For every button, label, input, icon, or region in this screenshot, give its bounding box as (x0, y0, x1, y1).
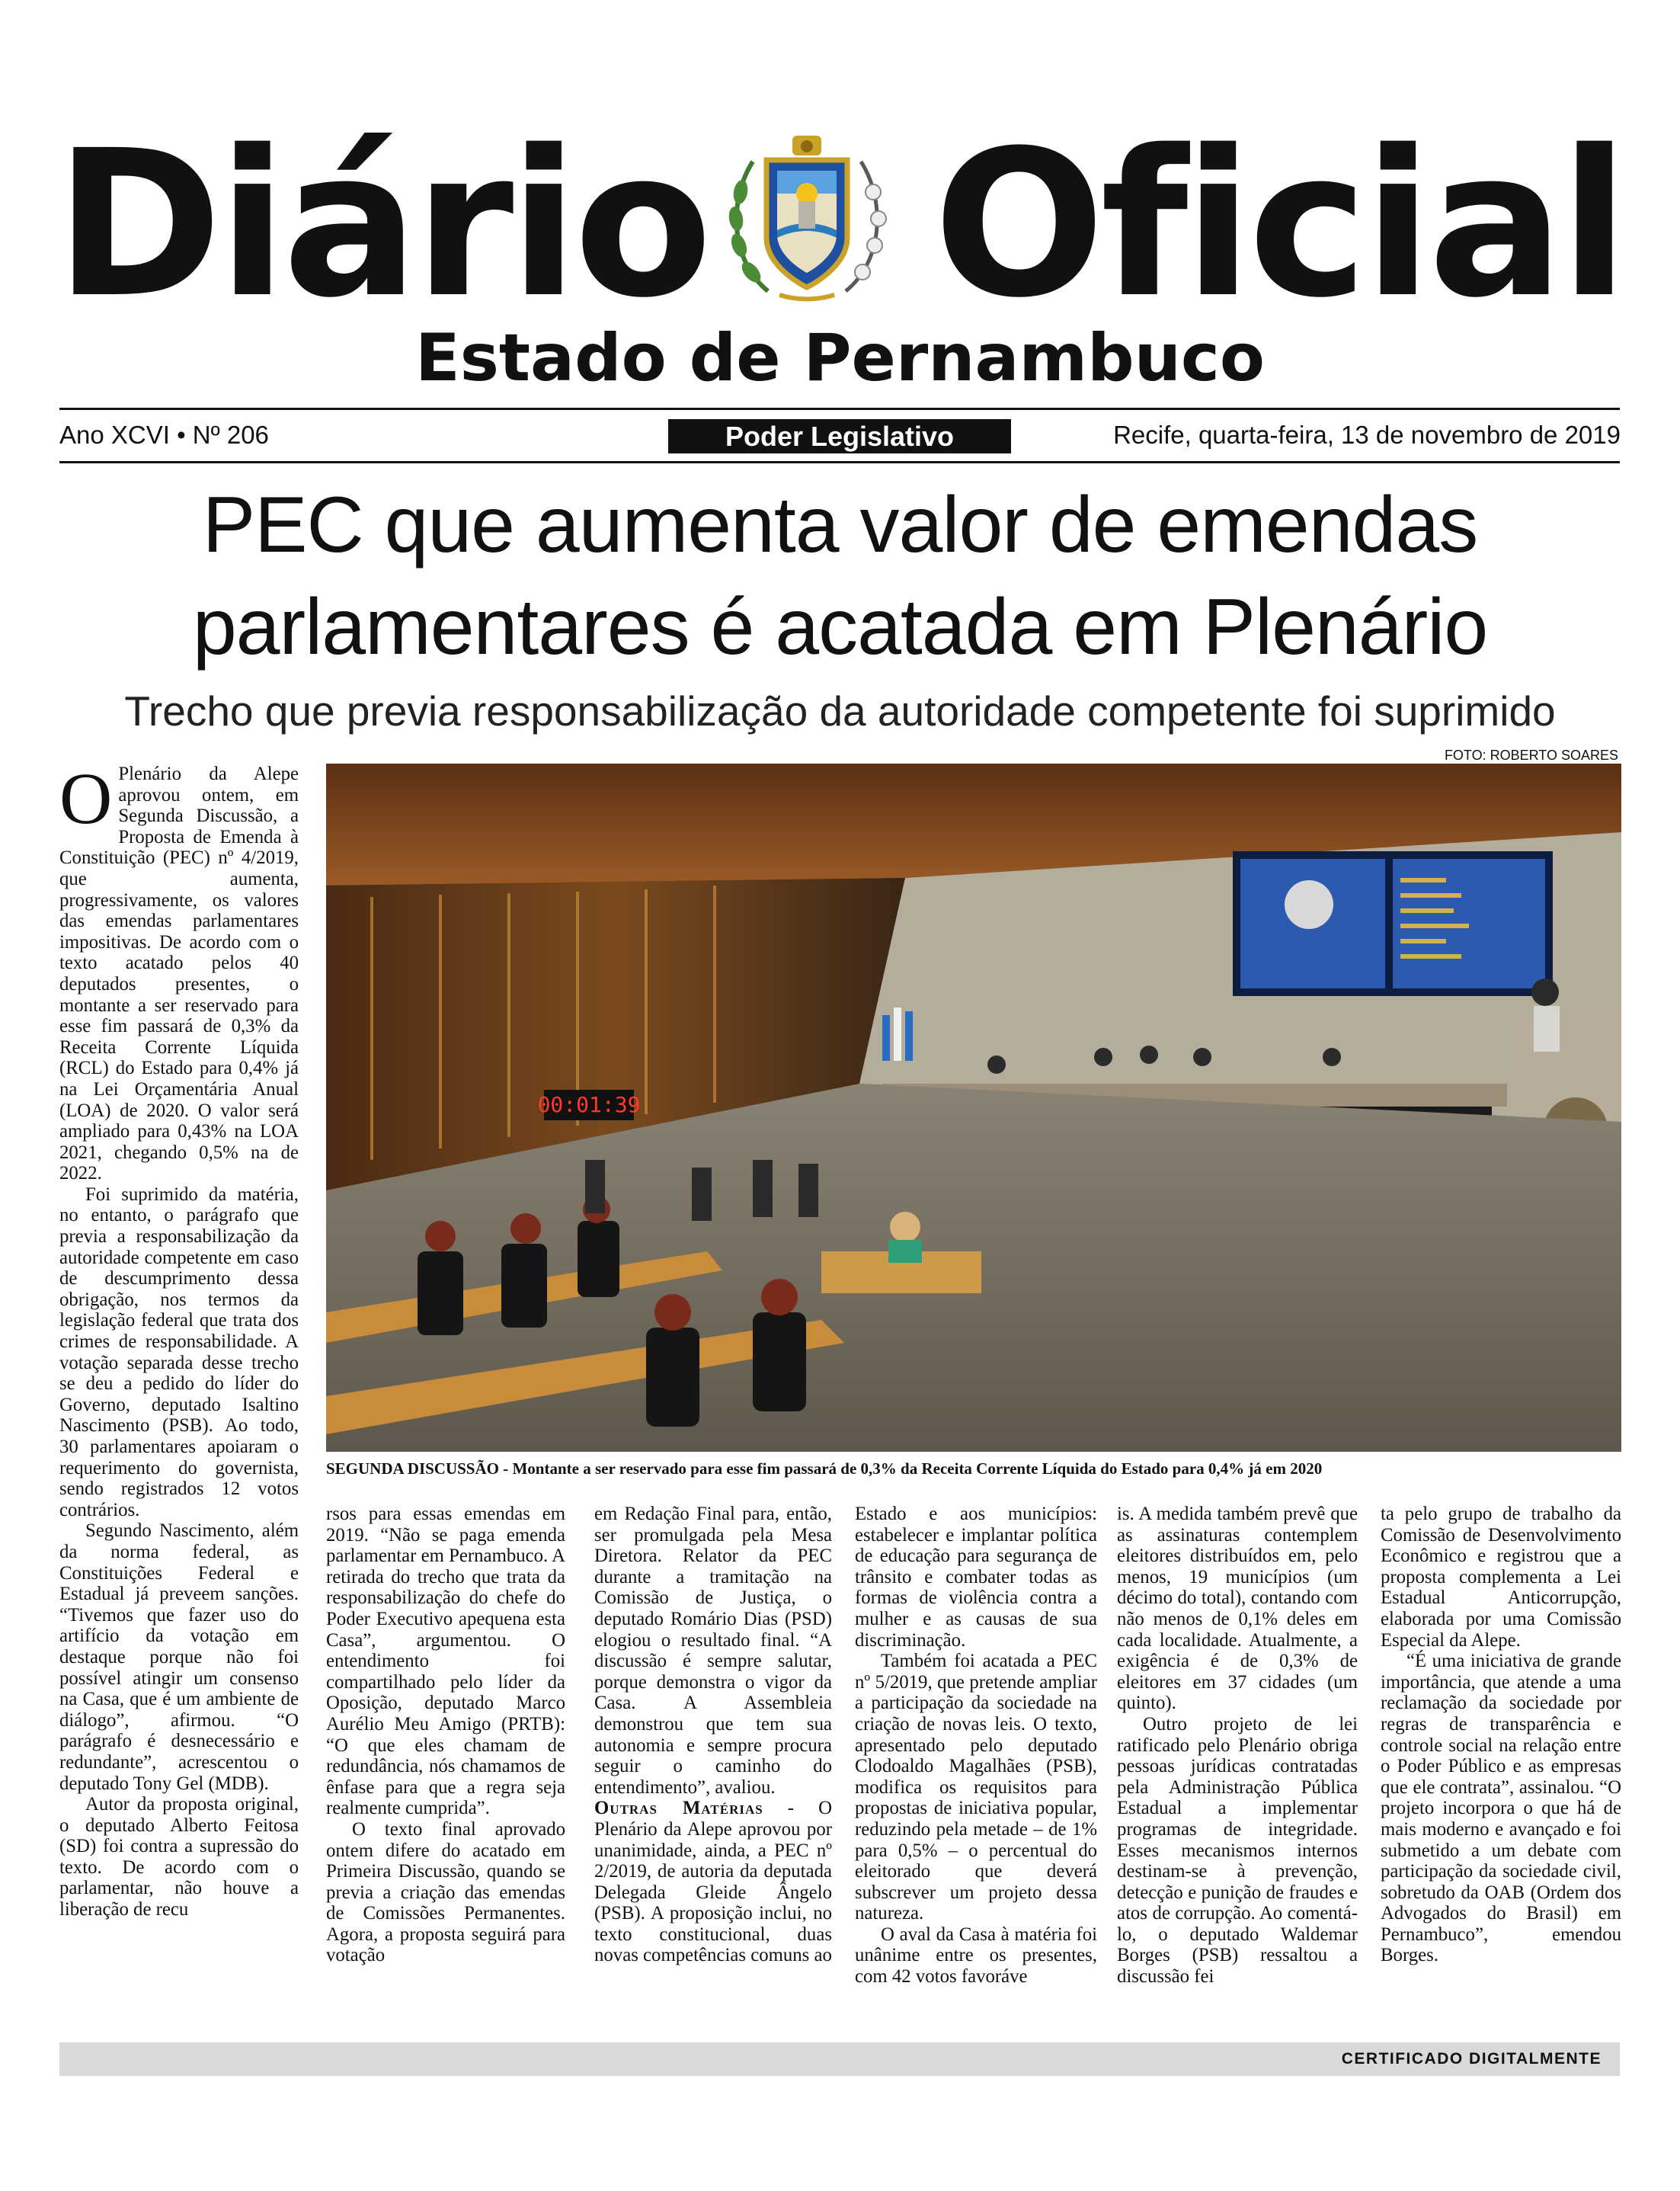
article-paragraph: em Redação Final para, então, ser promulgada pela Mesa Diretora. Relator da PEC durante a tramitação na Comissão de Justiça, o deputado Romário Dias (PSD) elogiou o resultado final. “A discussão é sempre salutar, porque demonstra o vigor da Casa. A Assembleia demonstrou que tem sua autonomia e sempre procura seguir o caminho do entendimento”, avaliou. (594, 1504, 832, 1798)
article-paragraph: Outras Matérias - O Plenário da Alepe aprovou por unanimidade, ainda, a PEC nº 2/2019, de autoria da deputada Delegada Gleide Ângelo (PSB). A proposição inclui, no texto constitucional, duas novas competências comuns ao (594, 1798, 832, 1966)
article-paragraph: Foi suprimido da matéria, no entanto, o parágrafo que previa a responsabilização da autoridade competente em caso de descumprimento dessa obrigação, nos termos da legislação federal que trata dos crimes de responsabilidade. A votação separada desse trecho se deu a pedido do líder do Governo, deputado Isaltino Nascimento (PSB). Ao todo, 30 parlamentares apoiaram o requerimento do governista, sendo registrados 12 votos contrários. (59, 1184, 299, 1520)
article-column-6 (1381, 1504, 1621, 1966)
section-label: Poder Legislativo (668, 419, 1011, 453)
photo-caption: SEGUNDA DISCUSSÃO - Montante a ser reservado para esse fim passará de 0,3% da Receita Corrente Líquida do Estado para 0,4% já em 2020 (326, 1459, 1323, 1478)
article-paragraph: “É uma iniciativa de grande importância, que atende a uma reclamação da sociedade por regras de transparência e controle social na relação entre o Poder Público e as empresas que ele contrata”, assinalou. “O projeto incorpora o que há de mais moderno e avançado e foi submetido a um debate com participação da sociedade civil, sobretudo da OAB (Ordem dos Advogados do Brasil) em Pernambuco”, emendou Borges. (1381, 1651, 1621, 1966)
edition-number: Ano XCVI • Nº 206 (59, 421, 269, 449)
article-column-5 (1117, 1504, 1358, 1988)
article-paragraph: O texto final aprovado ontem difere do acatado em Primeira Discussão, quando se previa a criação das emendas de Comissões Permanentes. Agora, a proposta seguirá para votação (326, 1818, 565, 1966)
timer-display: 00:01:39 (537, 1092, 641, 1117)
plenary-photo (326, 764, 1621, 1452)
masthead-subtitle: Estado de Pernambuco (415, 320, 1265, 396)
headline (46, 474, 1634, 678)
dateline: Recife, quarta-feira, 13 de novembro de 2019 (1113, 421, 1621, 449)
headline-line-1: PEC que aumenta valor de emendas (202, 481, 1478, 569)
drop-cap: O (59, 758, 113, 839)
article-paragraph: Autor da proposta original, o deputado Alberto Feitosa (SD) foi contra a supressão do texto. De acordo com o parlamentar, não houve a liberação de recu (59, 1794, 299, 1920)
article-paragraph: rsos para essas emendas em 2019. “Não se paga emenda parlamentar em Pernambuco. A retirada do trecho que trata da responsabilização do chefe do Poder Executivo apequena esta Casa”, argumentou. O entendimento foi compartilhado pelo líder da Oposição, deputado Marco Aurélio Meu Amigo (PRTB): “O que eles chamam de redundância, nós chamamos de ênfase para que a regra seja realmente cumprida”. (326, 1504, 565, 1819)
article-paragraph: O Plenário da Alepe aprovou ontem, em Segunda Discussão, a Proposta de Emenda à Constituição (PEC) nº 4/2019, que aumenta, progressivamente, os valores das emendas parlamentares impositivas. De acordo com o texto acatado pelos 40 deputados presentes, o montante a ser reservado para esse fim passará de 0,3% da Receita Corrente Líquida (RCL) do Estado para 0,4% já na Lei Orçamentária Anual (LOA) de 2020. O valor será ampliado para 0,43% na LOA 2021, chegando 0,5% na de 2022. (59, 758, 299, 1184)
bottom-rule (59, 461, 1620, 463)
digital-certification-label: CERTIFICADO DIGITALMENTE (1341, 2050, 1602, 2068)
article-column-1 (59, 758, 299, 1920)
article-paragraph: is. A medida também prevê que as assinaturas contemplem eleitores distribuídos em, pelo menos, 19 municípios (um décimo do total), contando com não menos de 0,1% deles em cada localidade. Atualmente, a exigência é de 0,3% de eleitores em 37 cidades (um quinto). (1117, 1504, 1358, 1714)
footer-bar (59, 2042, 1620, 2076)
article-paragraph: O aval da Casa à matéria foi unânime entre os presentes, com 42 votos favoráve (855, 1924, 1097, 1988)
headline-line-2: parlamentares é acatada em Plenário (192, 583, 1488, 671)
masthead-title-right: Oficial (933, 107, 1624, 342)
article-column-4 (855, 1504, 1097, 1988)
deck: Trecho que previa responsabilização da autoridade competente foi suprimido (124, 687, 1556, 735)
coat-of-arms-of-pernambuco-icon (722, 131, 891, 308)
article-column-3 (594, 1504, 832, 1966)
article-paragraph: Segundo Nascimento, além da norma federal, as Constituições Federal e Estadual já preveem sanções. “Tivemos que fazer uso do artifício da votação em destaque porque não foi possível atingir um consenso na Casa, que é um ambiente de diálogo”, afirmou. “O parágrafo é desnecessário e redundante”, acrescentou o deputado Tony Gel (MDB). (59, 1520, 299, 1794)
top-rule (59, 408, 1620, 410)
article-paragraph: Estado e aos municípios: estabelecer e implantar política de educação para segurança de trânsito e combater todas as formas de violência contra a mulher e as causas de sua discriminação. (855, 1504, 1097, 1651)
article-column-2 (326, 1504, 565, 1966)
masthead-title-left: Diário (55, 107, 709, 342)
article-paragraph: Também foi acatada a PEC nº 5/2019, que pretende ampliar a participação da sociedade na criação de novas leis. O texto, apresentado pelo deputado Clodoaldo Magalhães (PSB), modifica os requisitos para propostas de iniciativa popular, reduzindo pela metade – de 1% para 0,5% – o percentual do eleitorado que deverá subscrever um projeto dessa natureza. (855, 1651, 1097, 1924)
article-paragraph: ta pelo grupo de trabalho da Comissão de Desenvolvimento Econômico e registrou que a proposta complementa a Lei Estadual Anticorrupção, elaborada por uma Comissão Especial da Alepe. (1381, 1504, 1621, 1651)
section-kicker: Outras Matérias (594, 1798, 763, 1819)
photo-credit: FOTO: ROBERTO SOARES (1444, 748, 1618, 763)
article-paragraph: Outro projeto de lei ratificado pelo Plenário obriga pessoas jurídicas contratadas pela Administração Pública Estadual a implementar programas de integridade. Esses mecanismos internos destinam-se à prevenção, detecção e punição de fraudes e atos de corrupção. Ao comentá-lo, o deputado Waldemar Borges (PSB) ressaltou a discussão fei (1117, 1713, 1358, 1988)
